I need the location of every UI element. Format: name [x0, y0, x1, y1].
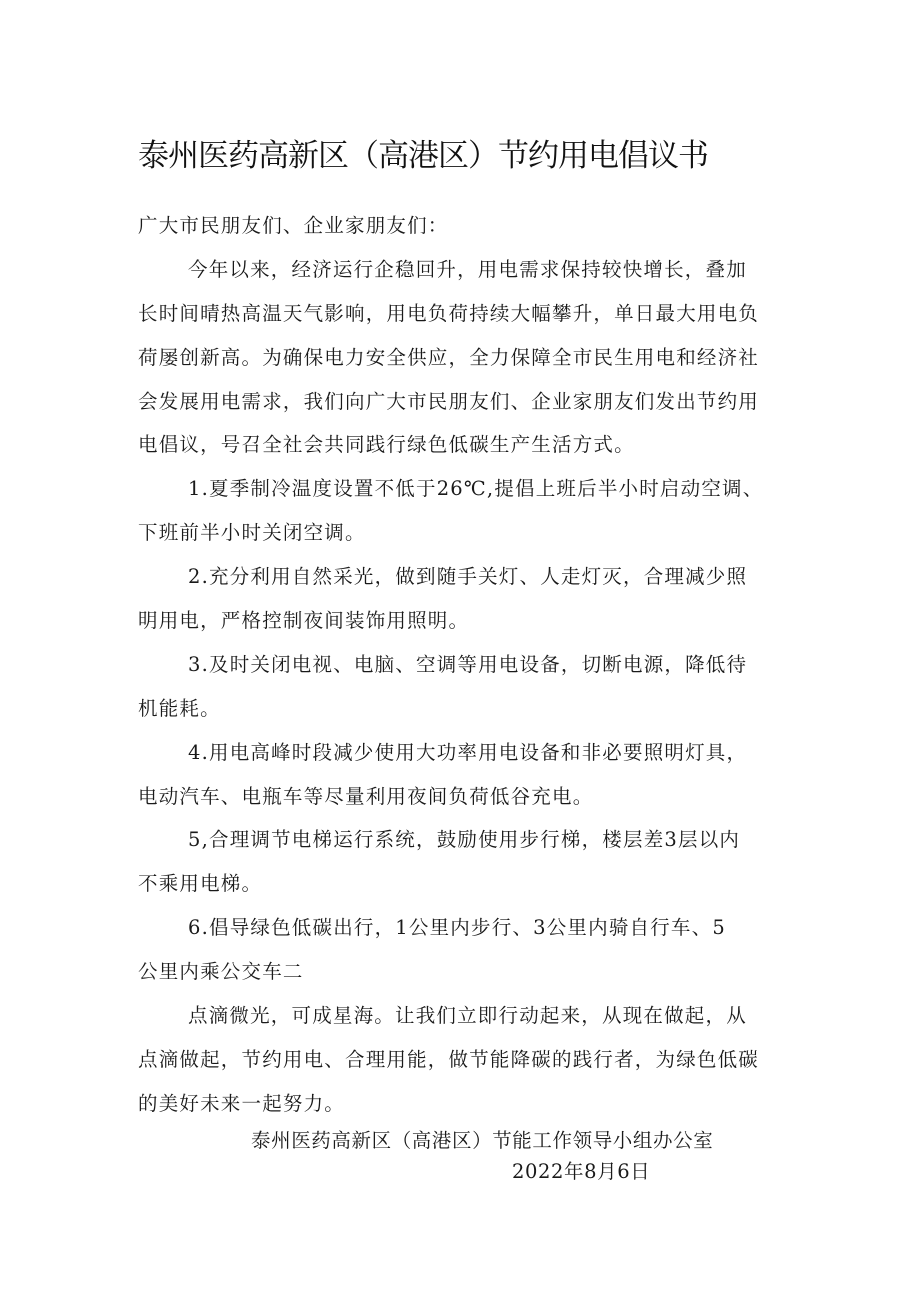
paragraph-intro-line-5: 电倡议，号召全社会共同践行绿色低碳生产生活方式。: [138, 433, 635, 457]
item-2-line-1: 2.充分利用自然采光，做到随手关灯、人走灯灭，合理减少照: [188, 565, 748, 589]
paragraph-intro-line-2: 长时间晴热高温天气影响，用电负荷持续大幅攀升，单日最大用电负: [138, 301, 760, 325]
document-title: 泰州医药高新区（高港区）节约用电倡议书: [138, 138, 708, 174]
item-4-line-1: 4.用电高峰时段减少使用大功率用电设备和非必要照明灯具，: [188, 740, 748, 764]
item-1-line-1: 1.夏季制冷温度设置不低于26℃,提倡上班后半小时启动空调、: [188, 477, 764, 501]
paragraph-intro-line-3: 荷屡创新高。为确保电力安全供应，全力保障全市民生用电和经济社: [138, 345, 760, 369]
item-3-line-2: 机能耗。: [138, 696, 221, 720]
item-6-line-1: 6.倡导绿色低碳出行，1公里内步行、3公里内骑自行车、5: [188, 916, 726, 940]
item-2-line-2: 明用电，严格控制夜间装饰用照明。: [138, 609, 470, 633]
document-body: [138, 204, 790, 1126]
item-5-line-1: 5,合理调节电梯运行系统，鼓励使用步行梯，楼层差3层以内: [188, 828, 741, 852]
closing-line-1: 点滴微光，可成星海。让我们立即行动起来，从现在做起，从: [188, 1004, 747, 1028]
item-5-line-2: 不乘用电梯。: [138, 872, 263, 896]
signature-date: 2022年8月6日: [512, 1160, 651, 1183]
signature-organization: 泰州医药高新区（高港区）节能工作领导小组办公室: [251, 1129, 714, 1152]
paragraph-intro-line-4: 会发展用电需求，我们向广大市民朋友们、企业家朋友们发出节约用: [138, 389, 760, 413]
item-3-line-1: 3.及时关闭电视、电脑、空调等用电设备，切断电源，降低待: [188, 652, 748, 676]
item-6-line-2: 公里内乘公交车二: [138, 960, 304, 984]
salutation: 广大市民朋友们、企业家朋友们：: [138, 214, 449, 237]
paragraph-intro-line-1: 今年以来，经济运行企稳回升，用电需求保持较快增长，叠加: [188, 257, 747, 281]
item-1-line-2: 下班前半小时关闭空调。: [138, 521, 366, 545]
closing-line-3: 的美好未来一起努力。: [138, 1091, 346, 1115]
item-4-line-2: 电动汽车、电瓶车等尽量利用夜间负荷低谷充电。: [138, 784, 594, 808]
closing-line-2: 点滴做起，节约用电、合理用能，做节能降碳的践行者，为绿色低碳: [138, 1047, 760, 1071]
